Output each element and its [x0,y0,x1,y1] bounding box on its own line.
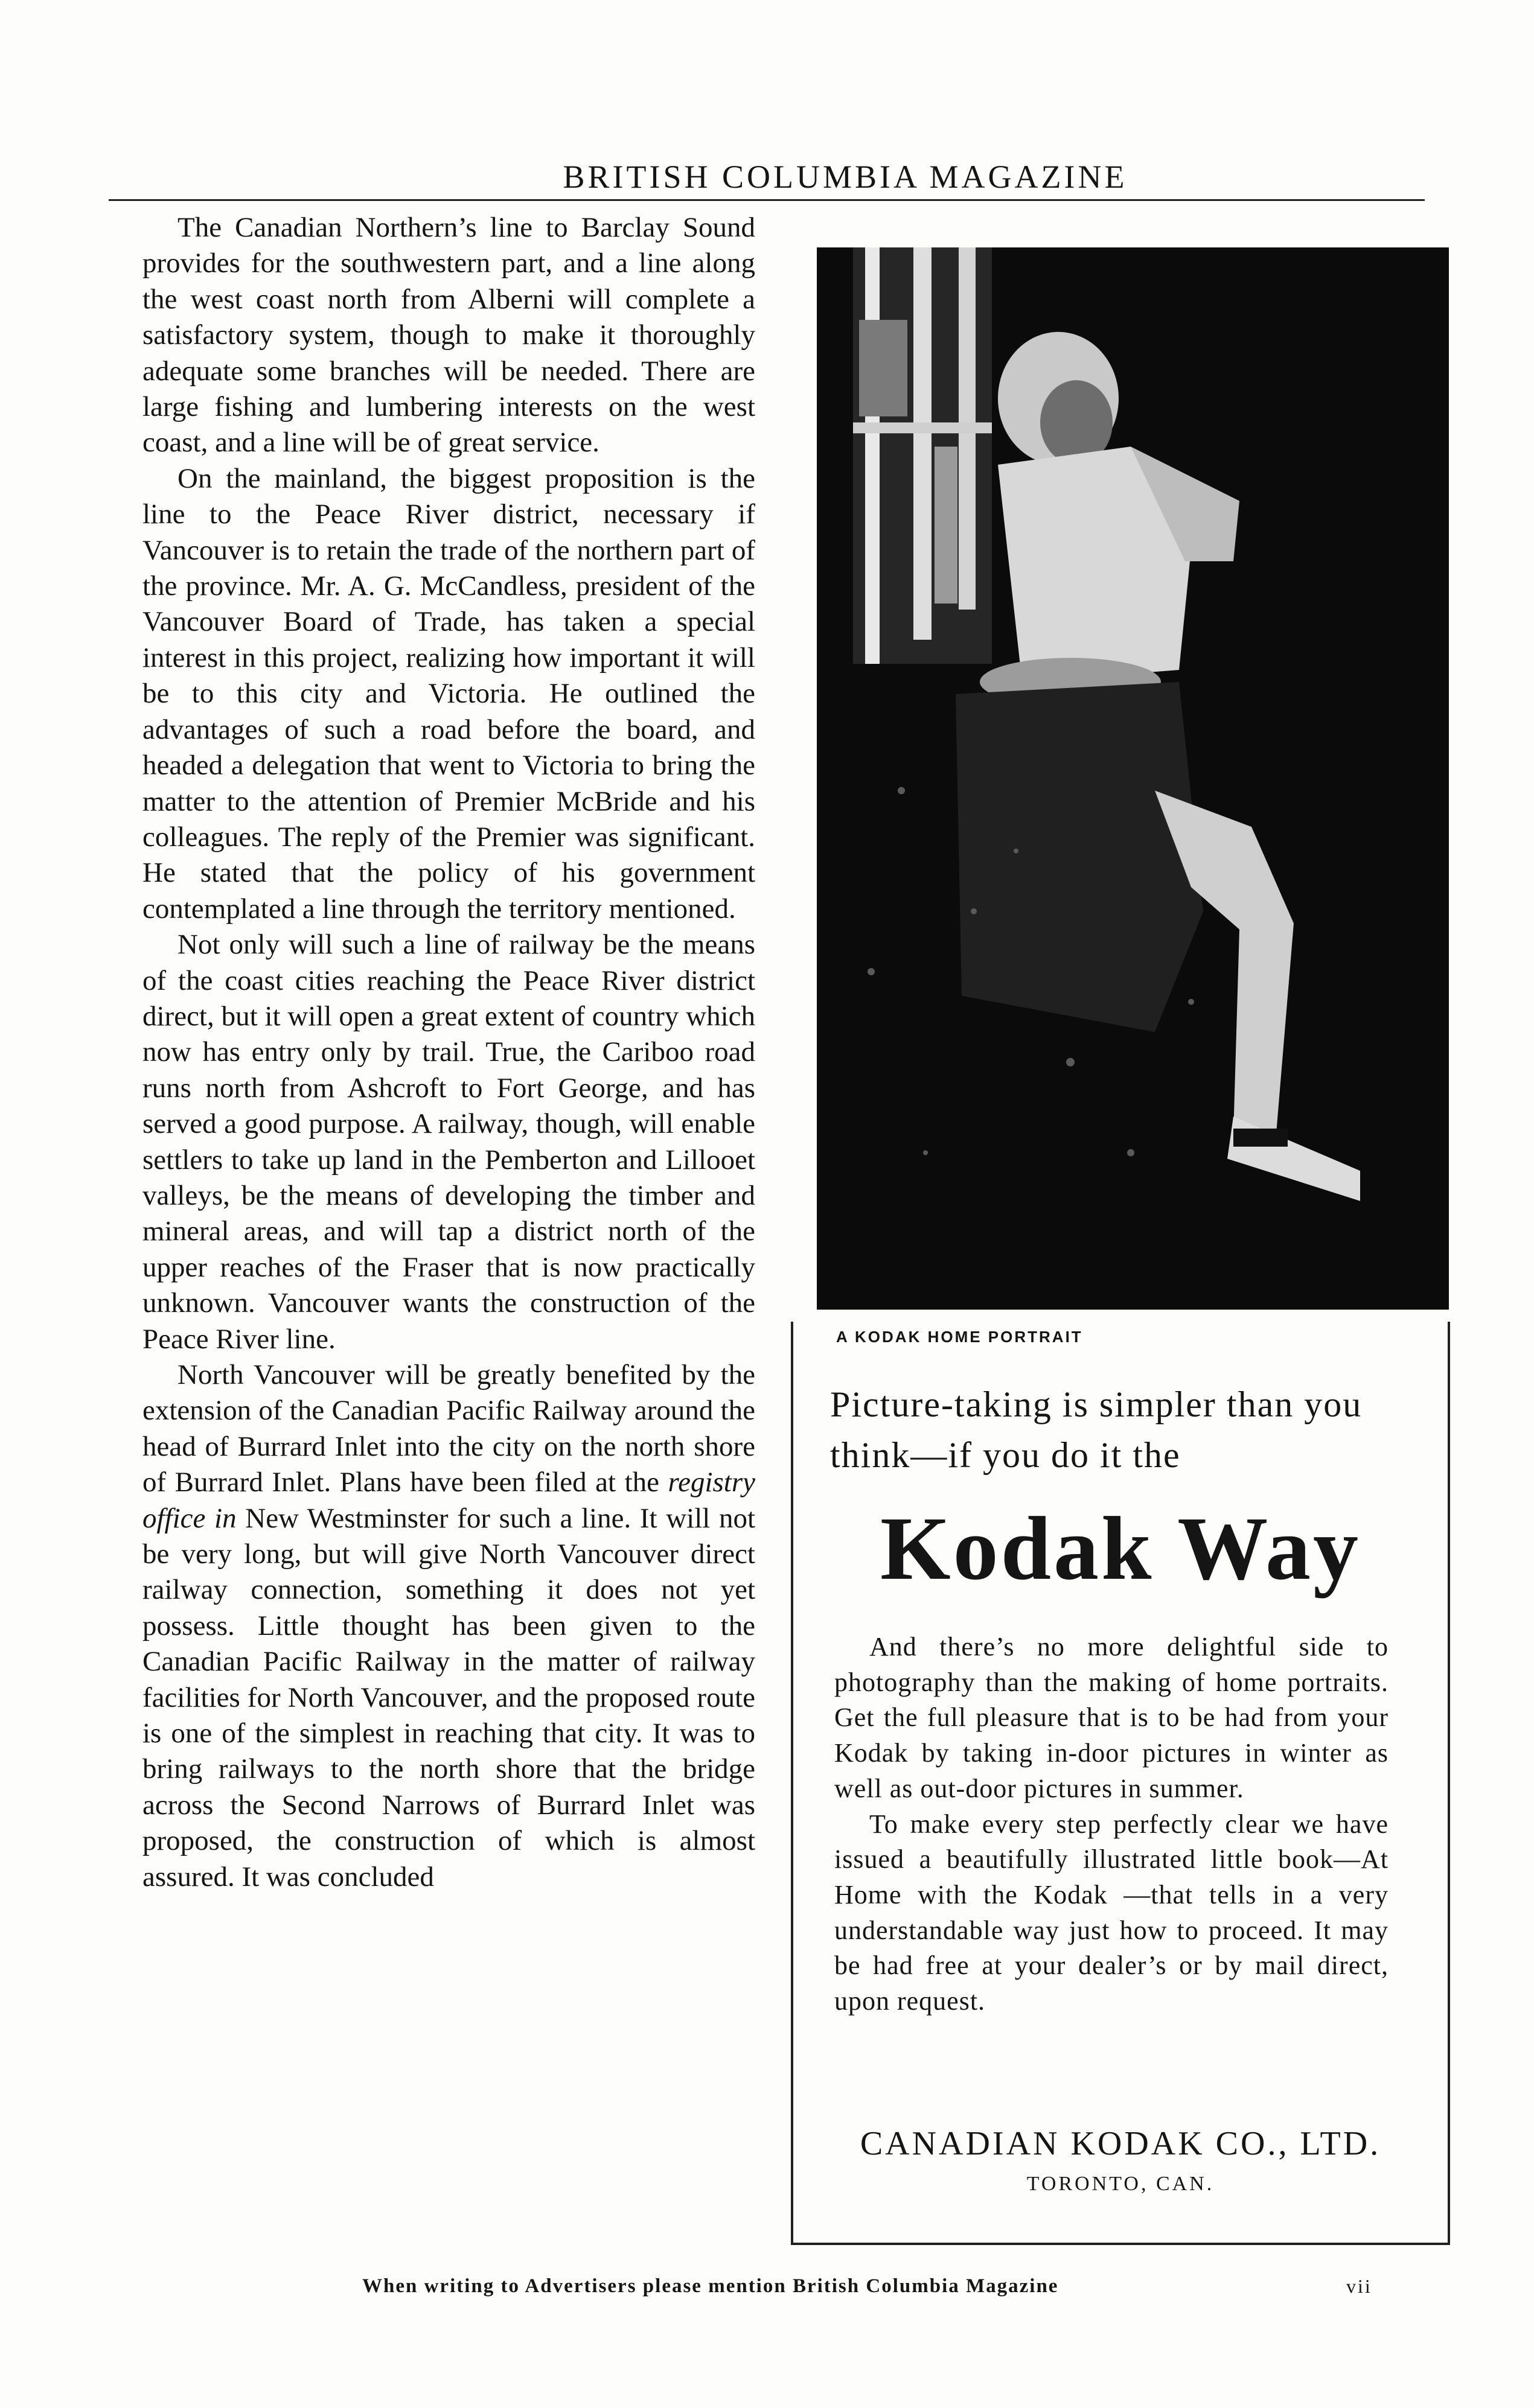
article-paragraph-3: Not only will such a line of railway be the means of the coast cities reaching the Peace River district direct, but it will open a great extent of country which now has entry only by trail. True, the Cariboo road runs north from Ashcroft to Fort George, and has served a good purpose. A railway, though, will enable settlers to take up land in the Pemberton and Lillooet valleys, be the means of developing the timber and mineral areas, and will tap a district north of the upper reaches of the Fraser that is now practically unknown. Vancouver wants the construction of the Peace River line. [142,929,755,1355]
ad-body-paragraph-1: And there’s no more delightful side to photography than the making of home portraits. Get the full pleasure that is to be had from your Kodak by taking in-door pictures in winter as well as out-door pictures in summer. [834,1632,1389,1803]
article-paragraph-2: On the mainland, the biggest proposition is the line to the Peace River district, necessary if Vancouver is to retain the trade of the northern part of the province. Mr. A. G. McCandless, president of the Vancouver Board of Trade, has taken a special interest in this project, realizing how important it will be to this city and Victoria. He outlined the advantages of such a road before the board, and headed a delegation that went to Victoria to bring the matter to the attention of Premier McBride and his colleagues. The reply of the Premier was significant. He stated that the policy of his government contemplated a line through the territory mentioned. [142,462,755,925]
ad-brand-name: Kodak Way [880,1499,1361,1599]
ad-body [834,1629,1389,2019]
article-paragraph-4-italic: registry office in [142,1467,756,1534]
page-header: BRITISH COLUMBIA MAGAZINE [563,159,1128,195]
article-column [142,210,755,1895]
photo-caption: A KODAK HOME PORTRAIT [836,1328,1083,1346]
kodak-portrait-photo [817,247,1449,1310]
article-paragraph-4 [142,1357,755,1895]
ad-headline: Picture-taking is simpler than you think—if you do it the [830,1384,1363,1475]
ad-company-name: CANADIAN KODAK CO., LTD. [860,2125,1381,2162]
header-rule [109,199,1425,201]
ad-company-city: TORONTO, CAN. [1026,2173,1215,2195]
article-paragraph-1: The Canadian Northern’s line to Barclay Sound provides for the southwestern part, and a line along the west coast north from Alberni will complete a satisfactory system, though to make it thoroughly adequate some branches will be needed. There are large fishing and lumbering interests on the west coast, and a line will be of great service. [142,212,755,459]
article-paragraph-4-end: New Westminster for such a line. It will not be very long, but will give North Vancouver direct railway connection, something it does not yet possess. Little thought has been given to the Canadian Pacific Railway in the matter of railway facilities for North Vancouver, and the proposed route is one of the simplest in reaching that city. It was to bring railways to the north shore that the bridge across the Second Narrows of Burrard Inlet was proposed, the construction of which is almost assured. It was concluded [142,1502,756,1893]
ad-body-paragraph-2: To make every step perfectly clear we have issued a beautifully illustrated little book—At Home with the Kodak —that tells in a very understandable way just how to proceed. It may be had free at your dealer’s or by mail direct, upon request. [834,1809,1389,2016]
footer-note: When writing to Advertisers please mention British Columbia Magazine [362,2275,1059,2297]
article-paragraph-4-start: North Vancouver will be greatly benefited by the extension of the Canadian Pacific Railway around the head of Burrard Inlet into the city on the north shore of Burrard Inlet. Plans have been filed at the [142,1359,755,1499]
photo-illustration [817,247,1449,1310]
page-number: vii [1346,2275,1372,2297]
